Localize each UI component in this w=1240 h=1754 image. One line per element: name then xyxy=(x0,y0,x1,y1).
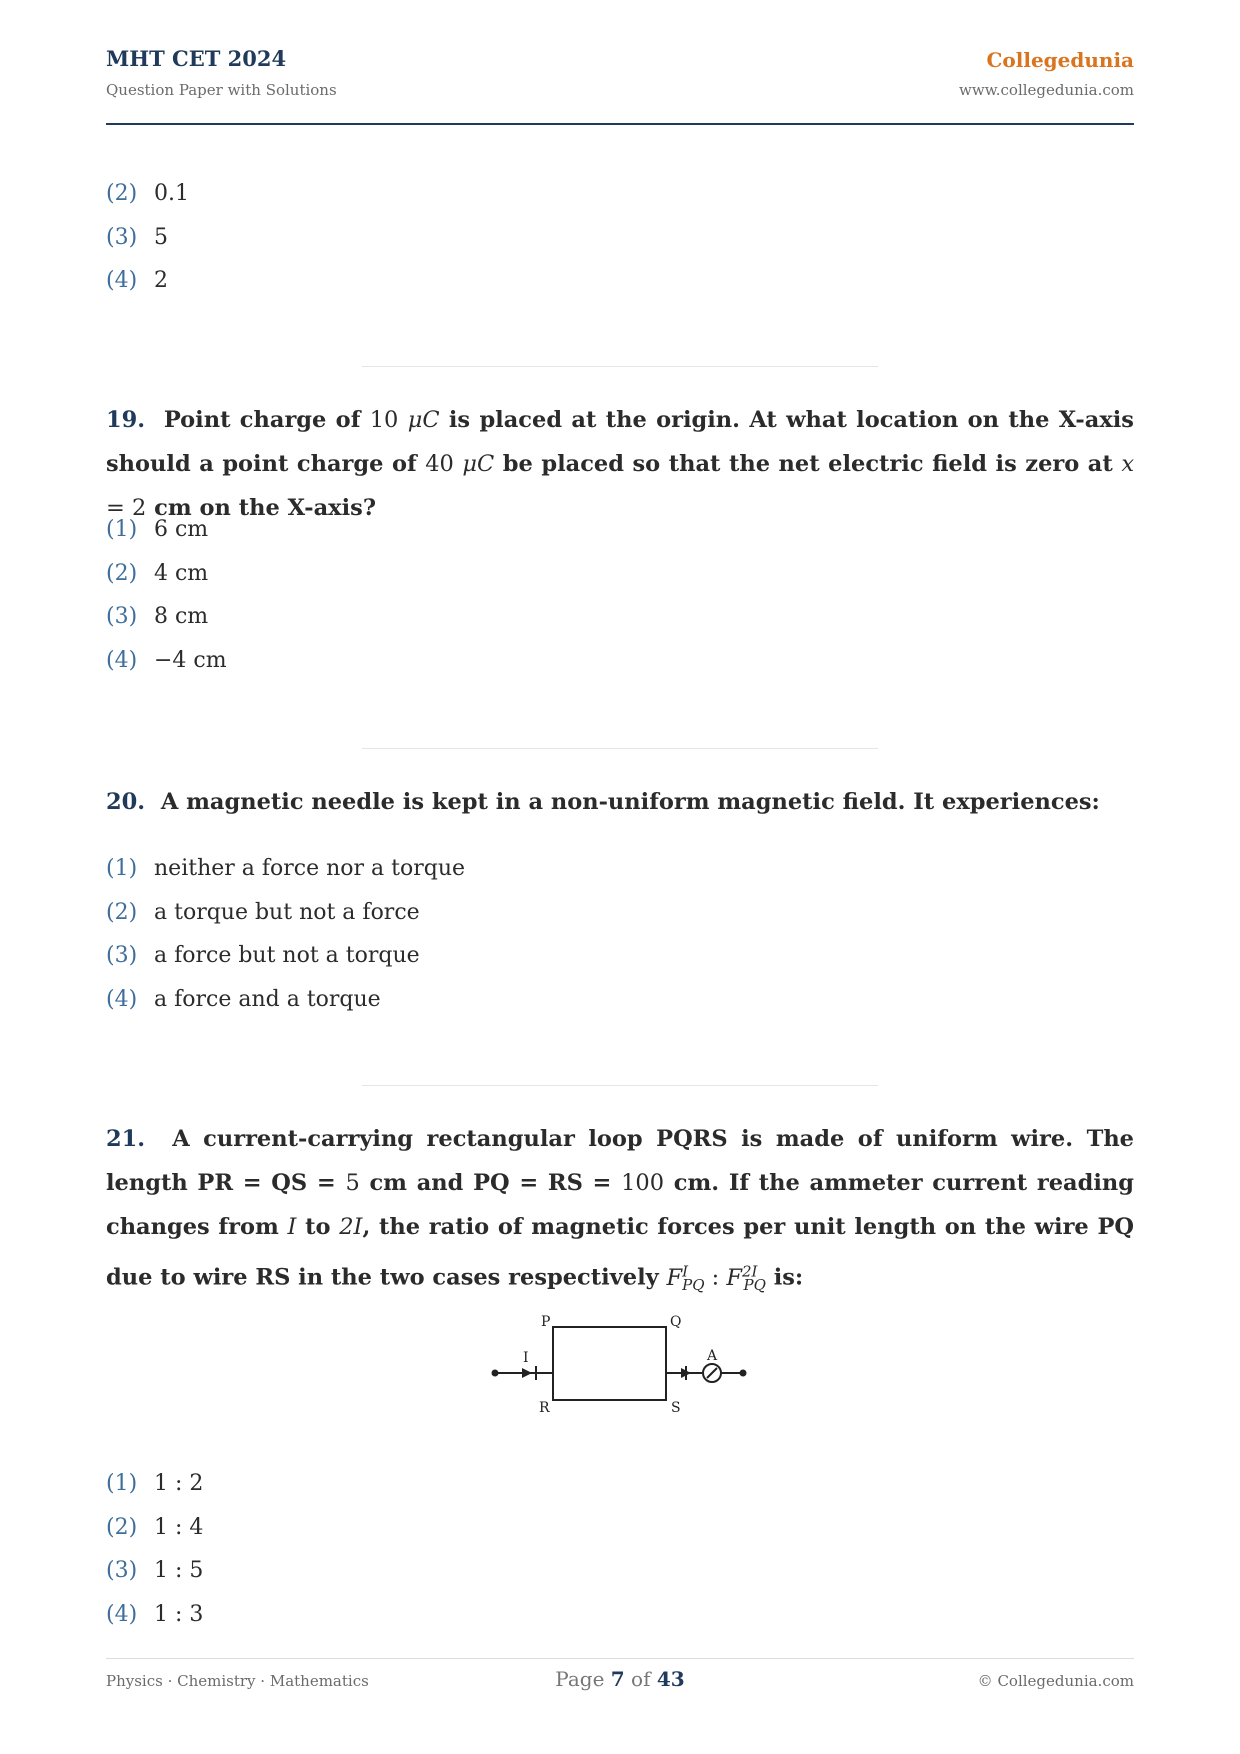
current-arrow-in xyxy=(522,1368,532,1378)
option-number: (1) xyxy=(106,1471,138,1496)
option-number: (1) xyxy=(106,856,138,881)
option-number: (2) xyxy=(106,1515,138,1540)
q21-option-1 xyxy=(106,1471,203,1496)
option-number: (4) xyxy=(106,648,138,673)
q21-text-f: is: xyxy=(765,1264,804,1291)
loop-pqrs xyxy=(553,1327,666,1400)
q21-length-a: 5 xyxy=(345,1170,360,1196)
force-symbol-1: $F^I_{PQ}$ xyxy=(666,1262,705,1294)
question-20-text xyxy=(106,780,1134,824)
option-text: 1 : 5 xyxy=(154,1558,204,1583)
question-19-text xyxy=(106,398,1134,530)
header-divider xyxy=(106,123,1134,125)
q21-text-d: to xyxy=(296,1214,340,1240)
q19-unit-b: μC xyxy=(462,451,495,477)
brand-name[interactable]: Collegedunia xyxy=(986,48,1134,72)
q21-option-3 xyxy=(106,1558,203,1583)
footer-subjects: Physics · Chemistry · Mathematics xyxy=(106,1672,369,1690)
option-text: 6 cm xyxy=(154,517,209,542)
option-number: (4) xyxy=(106,987,138,1012)
option-number: (3) xyxy=(106,604,138,629)
option-text: 1 : 2 xyxy=(154,1471,204,1496)
option-number: (4) xyxy=(106,268,138,293)
option-text: −4 cm xyxy=(154,648,227,673)
option-text: a force but not a torque xyxy=(154,943,420,968)
q21-text-c: cm. If the ammeter current reading changes from xyxy=(106,1170,1134,1240)
label-r: R xyxy=(539,1400,550,1416)
option-text: 0.1 xyxy=(154,181,189,206)
option-text: 2 xyxy=(154,268,168,293)
circuit-diagram xyxy=(480,1310,760,1430)
option-number: (3) xyxy=(106,1558,138,1583)
option-text: 5 xyxy=(154,225,168,250)
q20-option-4 xyxy=(106,987,381,1012)
label-ammeter: A xyxy=(707,1348,718,1364)
question-number: 21. xyxy=(106,1126,146,1152)
q18-option-3 xyxy=(106,225,168,250)
option-number: (4) xyxy=(106,1602,138,1627)
label-s: S xyxy=(671,1400,681,1416)
exam-title: MHT CET 2024 xyxy=(106,46,287,71)
q21-text-b: cm and PQ = RS = xyxy=(369,1170,622,1196)
q21-option-4 xyxy=(106,1602,203,1627)
option-number: (2) xyxy=(106,561,138,586)
option-number: (2) xyxy=(106,181,138,206)
option-text: 1 : 4 xyxy=(154,1515,204,1540)
q18-option-2 xyxy=(106,181,189,206)
q21-text-a: A current-carrying rectangular loop PQRS is made of uniform wire. The length PR = QS = xyxy=(106,1126,1134,1196)
q19-text-c: be placed so that the net electric field is zero at xyxy=(494,451,1122,477)
q21-var-2i: 2I xyxy=(339,1214,363,1240)
q19-var-x: x xyxy=(1121,451,1135,477)
page-indicator: Page 7 of 43 xyxy=(555,1667,685,1691)
q19-text-d: cm on the X-axis? xyxy=(154,495,376,521)
ratio-colon: : xyxy=(704,1264,727,1291)
output-terminal xyxy=(740,1370,747,1377)
q20-option-2 xyxy=(106,900,420,925)
q19-text-b: is placed at the origin. At what location on the X-axis should a point charge of xyxy=(106,407,1134,477)
option-text: 4 cm xyxy=(154,561,209,586)
question-separator xyxy=(362,1085,878,1086)
label-current: I xyxy=(523,1350,529,1366)
q21-var-i: I xyxy=(287,1214,297,1240)
q19-text-a: Point charge of xyxy=(163,407,370,433)
q20-option-1 xyxy=(106,856,465,881)
force-symbol-2: $F^{2I}_{PQ}$ xyxy=(726,1262,766,1294)
label-q: Q xyxy=(670,1314,682,1330)
q19-value-b: 40 xyxy=(425,451,454,477)
question-number: 19. xyxy=(106,407,146,433)
q20-stem: A magnetic needle is kept in a non-uniform magnetic field. It experiences: xyxy=(160,789,1100,815)
q19-option-1 xyxy=(106,517,208,542)
option-text: neither a force nor a torque xyxy=(154,856,466,881)
option-number: (1) xyxy=(106,517,138,542)
q19-option-2 xyxy=(106,561,208,586)
question-separator xyxy=(362,748,878,749)
option-text: a force and a torque xyxy=(154,987,381,1012)
option-number: (3) xyxy=(106,943,138,968)
input-terminal xyxy=(492,1370,499,1377)
q21-length-b: 100 xyxy=(621,1170,665,1196)
question-number: 20. xyxy=(106,789,146,815)
q21-text-e: , the ratio of magnetic forces per unit length on the wire PQ due to wire RS in the two cases respectively xyxy=(106,1214,1134,1291)
q19-equation: = 2 xyxy=(106,495,147,521)
footer-divider xyxy=(106,1658,1134,1659)
footer-copyright: © Collegedunia.com xyxy=(977,1672,1134,1690)
question-21-text xyxy=(106,1117,1134,1307)
q19-option-4 xyxy=(106,648,227,673)
option-text: a torque but not a force xyxy=(154,900,420,925)
brand-url[interactable]: www.collegedunia.com xyxy=(959,81,1134,99)
q21-option-2 xyxy=(106,1515,203,1540)
option-text: 1 : 3 xyxy=(154,1602,204,1627)
option-number: (3) xyxy=(106,225,138,250)
option-number: (2) xyxy=(106,900,138,925)
question-separator xyxy=(362,366,878,367)
q19-value-a: 10 xyxy=(369,407,399,433)
q19-option-3 xyxy=(106,604,208,629)
label-p: P xyxy=(541,1314,551,1330)
exam-subtitle: Question Paper with Solutions xyxy=(106,81,337,99)
q18-option-4 xyxy=(106,268,168,293)
option-text: 8 cm xyxy=(154,604,209,629)
q19-unit-a: μC xyxy=(407,407,440,433)
q20-option-3 xyxy=(106,943,420,968)
